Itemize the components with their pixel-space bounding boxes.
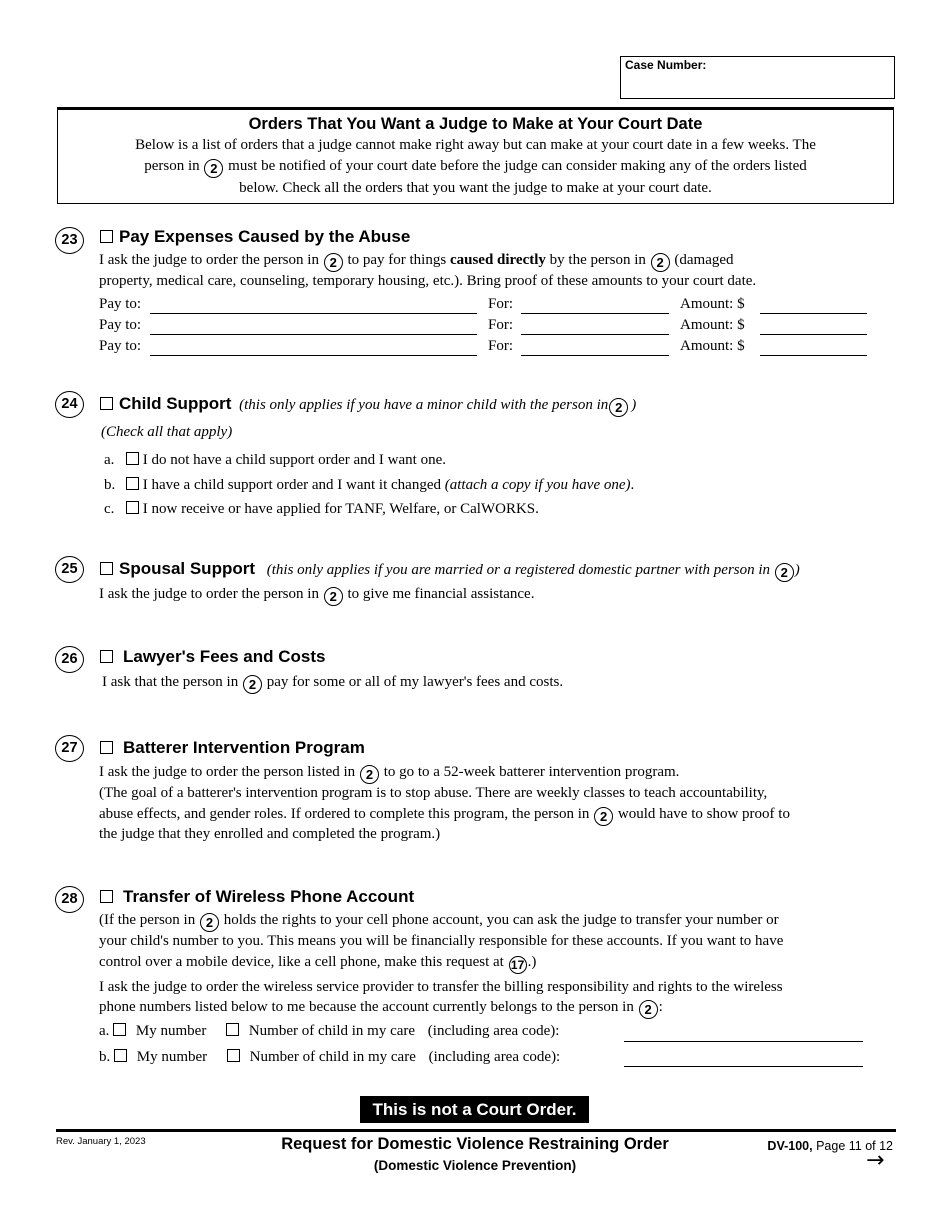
item-24-option-a: a. I do not have a child support order and I want one.: [104, 452, 446, 468]
child-number-b-checkbox[interactable]: [227, 1049, 240, 1062]
item-number-28: 28: [55, 886, 84, 913]
form-subtitle: (Domestic Violence Prevention): [373, 1158, 577, 1173]
for-input-2[interactable]: [521, 319, 669, 335]
for-label: For:: [488, 317, 514, 333]
amount-input-2[interactable]: [760, 319, 867, 335]
item-25-header: Spousal Support (this only applies if you are married or a registered domestic partner with person in 2 ): [100, 559, 800, 582]
check-all-note: (Check all that apply): [101, 424, 233, 440]
amount-label: Amount: $: [680, 296, 745, 312]
item-28-text-4: I ask the judge to order the wireless service provider to transfer the billing responsibility and rights to the wireless: [99, 979, 783, 995]
item-number-25: 25: [55, 556, 84, 583]
for-input-3[interactable]: [521, 340, 669, 356]
item-28-text-5: phone numbers listed below to me because the account currently belongs to the person in 2 :: [99, 999, 663, 1017]
item-28-title: Transfer of Wireless Phone Account: [123, 887, 415, 906]
ref-2-icon: 2: [639, 1000, 658, 1019]
item-number-24: 24: [55, 391, 84, 418]
intro-text: Below is a list of orders that a judge cannot make right away but can make at your court date in a few weeks. The person in 2 must be notified of your court date before the judge can consider making any of the orders listed below. Check all the orders that you want the judge to make at your court date.: [135, 137, 816, 196]
item-27-text-1: I ask the judge to order the person listed in 2 to go to a 52-week batterer intervention program.: [99, 764, 680, 782]
item-28-checkbox[interactable]: [100, 890, 113, 903]
item-28-text-3: control over a mobile device, like a cell phone, make this request at 17 .): [99, 954, 537, 972]
form-title: Request for Domestic Violence Restraining Order: [281, 1135, 669, 1153]
item-26-text: I ask that the person in 2 pay for some or all of my lawyer's fees and costs.: [102, 674, 564, 692]
ref-2-icon: 2: [609, 398, 628, 417]
item-24-checkbox[interactable]: [100, 397, 113, 410]
case-number-field[interactable]: [620, 56, 895, 99]
item-28-row-a: a. My number Number of child in my care (including area code):: [99, 1023, 560, 1039]
for-label: For:: [488, 296, 514, 312]
form-id: DV-100, Page 11 of 12: [767, 1139, 893, 1153]
my-number-a-checkbox[interactable]: [113, 1023, 126, 1036]
item-27-text-2: (The goal of a batterer's intervention program is to stop abuse. There are weekly classes to teach accountability,: [99, 785, 768, 801]
item-24-option-b: b. I have a child support order and I want it changed (attach a copy if you have one).: [104, 477, 635, 493]
item-28-text-2: your child's number to you. This means you will be financially responsible for these accounts. If you want to have: [99, 933, 784, 949]
revision-date: Rev. January 1, 2023: [56, 1136, 146, 1147]
item-number-27: 27: [55, 735, 84, 762]
amount-input-1[interactable]: [760, 298, 867, 314]
item-27-header: [100, 738, 365, 758]
section-title: Orders That You Want a Judge to Make at Your Court Date: [248, 115, 703, 133]
footer-divider: [56, 1129, 896, 1132]
item-23-title: Pay Expenses Caused by the Abuse: [119, 227, 411, 246]
ref-2-icon: 2: [360, 765, 379, 784]
phone-number-input-b[interactable]: [624, 1051, 863, 1067]
page-number: Page 11 of 12: [816, 1139, 893, 1153]
item-27-title: Batterer Intervention Program: [123, 738, 365, 757]
item-25-text: I ask the judge to order the person in 2 to give me financial assistance.: [99, 586, 535, 604]
pay-to-label: Pay to:: [99, 338, 142, 354]
item-28-row-b: b. My number Number of child in my care (including area code):: [99, 1049, 561, 1065]
pay-to-input-3[interactable]: [150, 340, 477, 356]
amount-input-3[interactable]: [760, 340, 867, 356]
not-court-order-banner: This is not a Court Order.: [360, 1096, 589, 1123]
ref-2-icon: 2: [204, 159, 223, 178]
item-number-23: 23: [55, 227, 84, 254]
item-24-header: Child Support (this only applies if you have a minor child with the person in 2 ): [100, 394, 636, 417]
item-23-checkbox[interactable]: [100, 230, 113, 243]
ref-2-icon: 2: [775, 563, 794, 582]
item-23-text-2: property, medical care, counseling, temporary housing, etc.). Bring proof of these amounts to your court date.: [99, 273, 757, 289]
ref-2-icon: 2: [651, 253, 670, 272]
item-26-title: Lawyer's Fees and Costs: [123, 647, 326, 666]
ref-2-icon: 2: [324, 587, 343, 606]
item-23-header: [100, 227, 410, 247]
pay-to-label: Pay to:: [99, 296, 142, 312]
item-24-option-c: c. I now receive or have applied for TANF, Welfare, or CalWORKS.: [104, 501, 539, 517]
for-label: For:: [488, 338, 514, 354]
intro-box: [57, 107, 894, 204]
next-page-arrow-icon[interactable]: →: [866, 1148, 885, 1173]
item-24-title: Child Support: [119, 394, 232, 413]
item-27-checkbox[interactable]: [100, 741, 113, 754]
item-28-header: [100, 887, 414, 907]
ref-2-icon: 2: [200, 913, 219, 932]
my-number-b-checkbox[interactable]: [114, 1049, 127, 1062]
item-25-title: Spousal Support: [119, 559, 255, 578]
ref-2-icon: 2: [243, 675, 262, 694]
item-28-text-1: (If the person in 2 holds the rights to your cell phone account, you can ask the judge to transfer your number or: [99, 912, 779, 930]
amount-label: Amount: $: [680, 317, 745, 333]
item-27-text-4: the judge that they enrolled and completed the program.): [99, 826, 441, 842]
item-number-26: 26: [55, 646, 84, 673]
ref-2-icon: 2: [324, 253, 343, 272]
pay-to-input-1[interactable]: [150, 298, 477, 314]
item-24c-checkbox[interactable]: [126, 501, 139, 514]
item-27-text-3: abuse effects, and gender roles. If ordered to complete this program, the person in 2 would have to show proof to: [99, 806, 790, 824]
item-24b-checkbox[interactable]: [126, 477, 139, 490]
pay-to-input-2[interactable]: [150, 319, 477, 335]
item-24a-checkbox[interactable]: [126, 452, 139, 465]
item-26-header: [100, 647, 325, 667]
ref-17-icon: 17: [509, 956, 527, 974]
amount-label: Amount: $: [680, 338, 745, 354]
item-23-text-1: I ask the judge to order the person in 2 to pay for things caused directly by the person in 2 (damaged: [99, 252, 734, 270]
pay-to-label: Pay to:: [99, 317, 142, 333]
item-25-checkbox[interactable]: [100, 562, 113, 575]
child-number-a-checkbox[interactable]: [226, 1023, 239, 1036]
case-number-label: Case Number:: [625, 58, 707, 72]
for-input-1[interactable]: [521, 298, 669, 314]
phone-number-input-a[interactable]: [624, 1026, 863, 1042]
ref-2-icon: 2: [594, 807, 613, 826]
item-26-checkbox[interactable]: [100, 650, 113, 663]
